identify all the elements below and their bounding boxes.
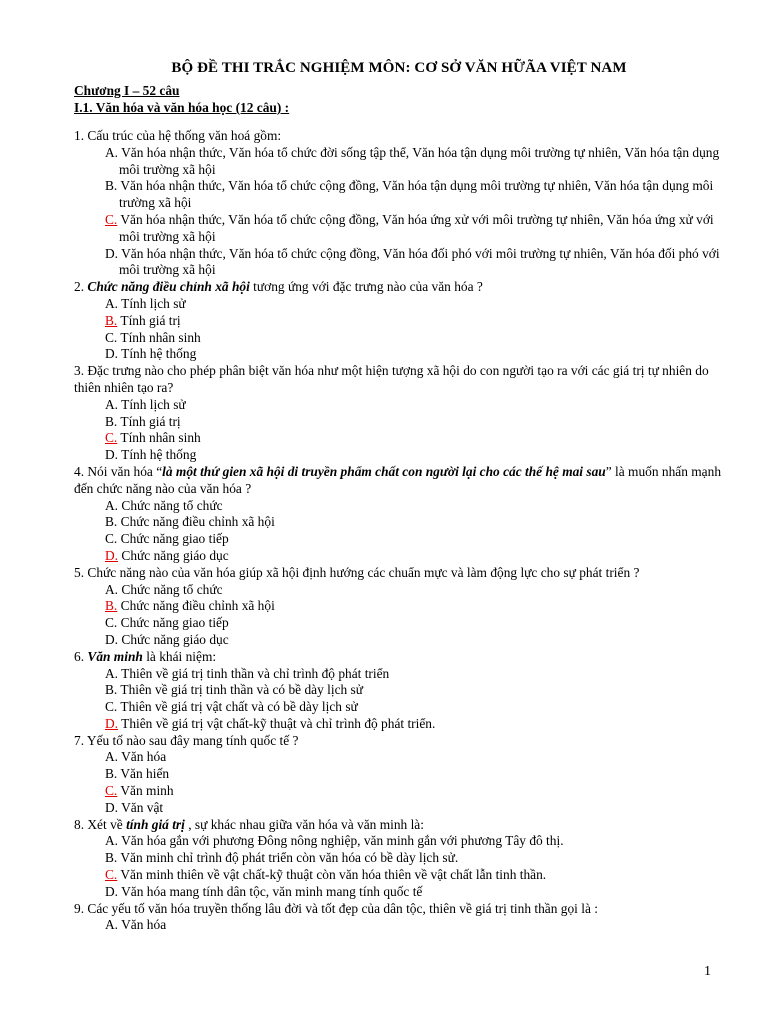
chapter-heading: Chương I – 52 câu [74, 83, 180, 98]
answer-option [74, 884, 724, 901]
answer-option [74, 246, 724, 280]
question-stem [74, 128, 724, 145]
question-text: 9. Các yếu tố văn hóa truyền thống lâu đời và tốt đẹp của dân tộc, thiên về giá trị tinh thần gọi là : [74, 900, 598, 916]
answer-letter: C. [105, 329, 118, 345]
question-stem [74, 901, 724, 918]
answer-text: Văn hóa mang tính dân tộc, văn minh mang tính quốc tế [121, 883, 423, 899]
question-item [74, 565, 724, 649]
answer-text: Văn minh thiên về vật chất-kỹ thuật còn văn hóa thiên về vật chất lẫn tinh thần. [120, 867, 547, 883]
document-title: BỘ ĐỀ THI TRẮC NGHIỆM MÔN: CƠ SỞ VĂN HỮÃA VIỆT NAM [171, 60, 627, 76]
answer-text: Tính hệ thống [121, 346, 197, 362]
answer-option [74, 447, 724, 464]
answer-text: Thiên về giá trị tinh thần và chỉ trình độ phát triển [121, 665, 390, 681]
answer-option [74, 749, 724, 766]
answer-letter: D. [105, 245, 119, 261]
answer-option [74, 330, 724, 347]
question-list [74, 128, 724, 934]
answer-option [74, 800, 724, 817]
question-text: 6. [74, 648, 88, 664]
answer-letter: B. [105, 766, 118, 782]
answer-option [74, 145, 724, 179]
answer-text: Văn hóa gắn với phương Đông nông nghiệp, văn minh gắn với phương Tây đô thị. [121, 833, 564, 849]
answer-letter: A. [105, 144, 119, 160]
question-stem [74, 817, 724, 834]
answer-letter: C. [105, 615, 118, 631]
answer-option [74, 783, 724, 800]
answer-option [74, 615, 724, 632]
answer-letter: D. [105, 883, 119, 899]
answer-text: Thiên về giá trị vật chất-kỹ thuật và chỉ trình độ phát triển. [121, 715, 436, 731]
answer-text: Tính giá trị [120, 413, 181, 429]
question-stem [74, 649, 724, 666]
question-text: 5. Chức năng nào của văn hóa giúp xã hội định hướng các chuẩn mực và làm động lực cho sự phát triển ? [74, 564, 640, 580]
answer-option [74, 531, 724, 548]
answer-text: Tính lịch sử [121, 396, 186, 412]
question-text: 4. Nói văn hóa “ [74, 463, 163, 479]
answer-text: Tính nhân sinh [120, 430, 201, 446]
question-item [74, 649, 724, 733]
answer-text: Chức năng giáo dục [121, 547, 229, 563]
question-text-continued: là khái niệm: [142, 648, 217, 664]
correct-answer-letter: B. [105, 312, 118, 328]
answer-option [74, 313, 724, 330]
answer-text: Chức năng tổ chức [121, 581, 223, 597]
answer-letter: A. [105, 396, 119, 412]
correct-answer-letter: C. [105, 211, 118, 227]
answer-text: Chức năng điều chỉnh xã hội [120, 514, 275, 530]
question-text: 8. Xét về [74, 816, 127, 832]
answer-text: Chức năng tổ chức [121, 497, 223, 513]
answer-text: Văn hóa [121, 749, 167, 765]
answer-text: Tính nhân sinh [120, 329, 201, 345]
answer-letter: B. [105, 178, 118, 194]
answer-text: Văn hóa [121, 917, 167, 933]
answer-option [74, 598, 724, 615]
answer-letter: B. [105, 682, 118, 698]
answer-option [74, 917, 724, 934]
question-item [74, 464, 724, 565]
question-item [74, 279, 724, 363]
question-stem [74, 464, 724, 498]
document-page [74, 58, 724, 934]
answer-text: Văn hóa nhận thức, Văn hóa tổ chức cộng đồng, Văn hóa tận dụng môi trường tự nhiên, Văn hóa tận dụng môi trường xã hội [119, 178, 714, 211]
correct-answer-letter: B. [105, 598, 118, 614]
question-emphasis: Chức năng điều chỉnh xã hội [87, 279, 250, 295]
answer-option [74, 498, 724, 515]
correct-answer-letter: C. [105, 783, 118, 799]
answer-text: Tính lịch sử [121, 295, 186, 311]
question-text: 3. Đặc trưng nào cho phép phân biệt văn hóa như một hiện tượng xã hội do con người tạo ra với các giá trị tự nhiên do thiên nhiên tạo ra? [74, 363, 709, 395]
question-stem [74, 733, 724, 750]
answer-letter: A. [105, 497, 119, 513]
answer-option [74, 582, 724, 599]
answer-option [74, 833, 724, 850]
answer-letter: C. [105, 699, 118, 715]
question-text-continued: , sự khác nhau giữa văn hóa và văn minh là: [184, 816, 424, 832]
answer-option [74, 178, 724, 212]
question-stem [74, 565, 724, 582]
question-stem [74, 279, 724, 296]
correct-answer-letter: D. [105, 547, 119, 563]
answer-option [74, 867, 724, 884]
answer-text: Văn hóa nhận thức, Văn hóa tổ chức đời sống tập thể, Văn hóa tận dụng môi trường tự nhiên, Văn hóa tận dụng môi trường xã hội [119, 144, 720, 177]
answer-text: Chức năng giao tiếp [120, 531, 229, 547]
correct-answer-letter: D. [105, 715, 119, 731]
answer-text: Văn hóa nhận thức, Văn hóa tổ chức cộng đồng, Văn hóa đối phó với môi trường tự nhiên, Văn hóa đối phó với môi trường xã hội [119, 245, 720, 278]
question-item [74, 817, 724, 901]
question-text: 1. Cấu trúc của hệ thống văn hoá gồm: [74, 128, 282, 143]
question-emphasis: tính giá trị [126, 816, 185, 832]
question-item [74, 901, 724, 935]
answer-letter: A. [105, 295, 119, 311]
answer-letter: A. [105, 833, 119, 849]
answer-letter: A. [105, 581, 119, 597]
question-emphasis: Văn minh [87, 648, 143, 664]
answer-option [74, 716, 724, 733]
answer-option [74, 699, 724, 716]
question-emphasis: là một thứ gien xã hội di truyền phẩm chất con người lại cho các thế hệ mai sau [162, 463, 606, 479]
answer-text: Chức năng điều chỉnh xã hội [120, 598, 275, 614]
answer-letter: B. [105, 514, 118, 530]
answer-letter: D. [105, 447, 119, 463]
answer-option [74, 766, 724, 783]
answer-text: Văn vật [121, 799, 164, 815]
question-text: 7. Yếu tố nào sau đây mang tính quốc tế ? [74, 732, 299, 748]
correct-answer-letter: C. [105, 430, 118, 446]
answer-letter: B. [105, 850, 118, 866]
question-item [74, 733, 724, 817]
answer-text: Chức năng giao tiếp [120, 615, 229, 631]
answer-text: Văn hóa nhận thức, Văn hóa tổ chức cộng đồng, Văn hóa ứng xử với môi trường tự nhiên, Văn hóa ứng xử với môi trường xã hội [119, 211, 714, 244]
answer-text: Văn minh [120, 783, 174, 799]
answer-option [74, 632, 724, 649]
answer-letter: D. [105, 799, 119, 815]
answer-option [74, 430, 724, 447]
answer-option [74, 850, 724, 867]
answer-option [74, 548, 724, 565]
answer-option [74, 296, 724, 313]
answer-text: Tính giá trị [120, 312, 181, 328]
question-item [74, 363, 724, 464]
answer-option [74, 346, 724, 363]
section-heading: I.1. Văn hóa và văn hóa học (12 câu) : [74, 100, 290, 115]
answer-text: Thiên về giá trị tinh thần và có bề dày lịch sử [120, 682, 364, 698]
answer-letter: D. [105, 631, 119, 647]
answer-letter: B. [105, 413, 118, 429]
answer-text: Tính hệ thống [121, 447, 197, 463]
question-text-continued: ” là muốn nhấn mạnh đến chức năng nào của văn hóa ? [74, 463, 722, 496]
answer-text: Văn hiến [120, 766, 170, 782]
answer-text: Văn minh chỉ trình độ phát triển còn văn hóa có bề dày lịch sử. [120, 850, 459, 866]
question-text: 2. [74, 279, 88, 295]
correct-answer-letter: C. [105, 867, 118, 883]
question-item [74, 128, 724, 279]
answer-option [74, 666, 724, 683]
answer-letter: A. [105, 665, 119, 681]
answer-letter: A. [105, 749, 119, 765]
answer-letter: D. [105, 346, 119, 362]
answer-letter: A. [105, 917, 119, 933]
page-number: 1 [704, 964, 711, 979]
question-text-continued: tương ứng với đặc trưng nào của văn hóa ? [249, 279, 483, 295]
answer-option [74, 414, 724, 431]
answer-text: Thiên về giá trị vật chất và có bề dày lịch sử [120, 699, 358, 715]
answer-option [74, 682, 724, 699]
answer-option [74, 212, 724, 246]
answer-text: Chức năng giáo dục [121, 631, 229, 647]
answer-option [74, 397, 724, 414]
answer-option [74, 514, 724, 531]
answer-letter: C. [105, 531, 118, 547]
question-stem [74, 363, 724, 397]
